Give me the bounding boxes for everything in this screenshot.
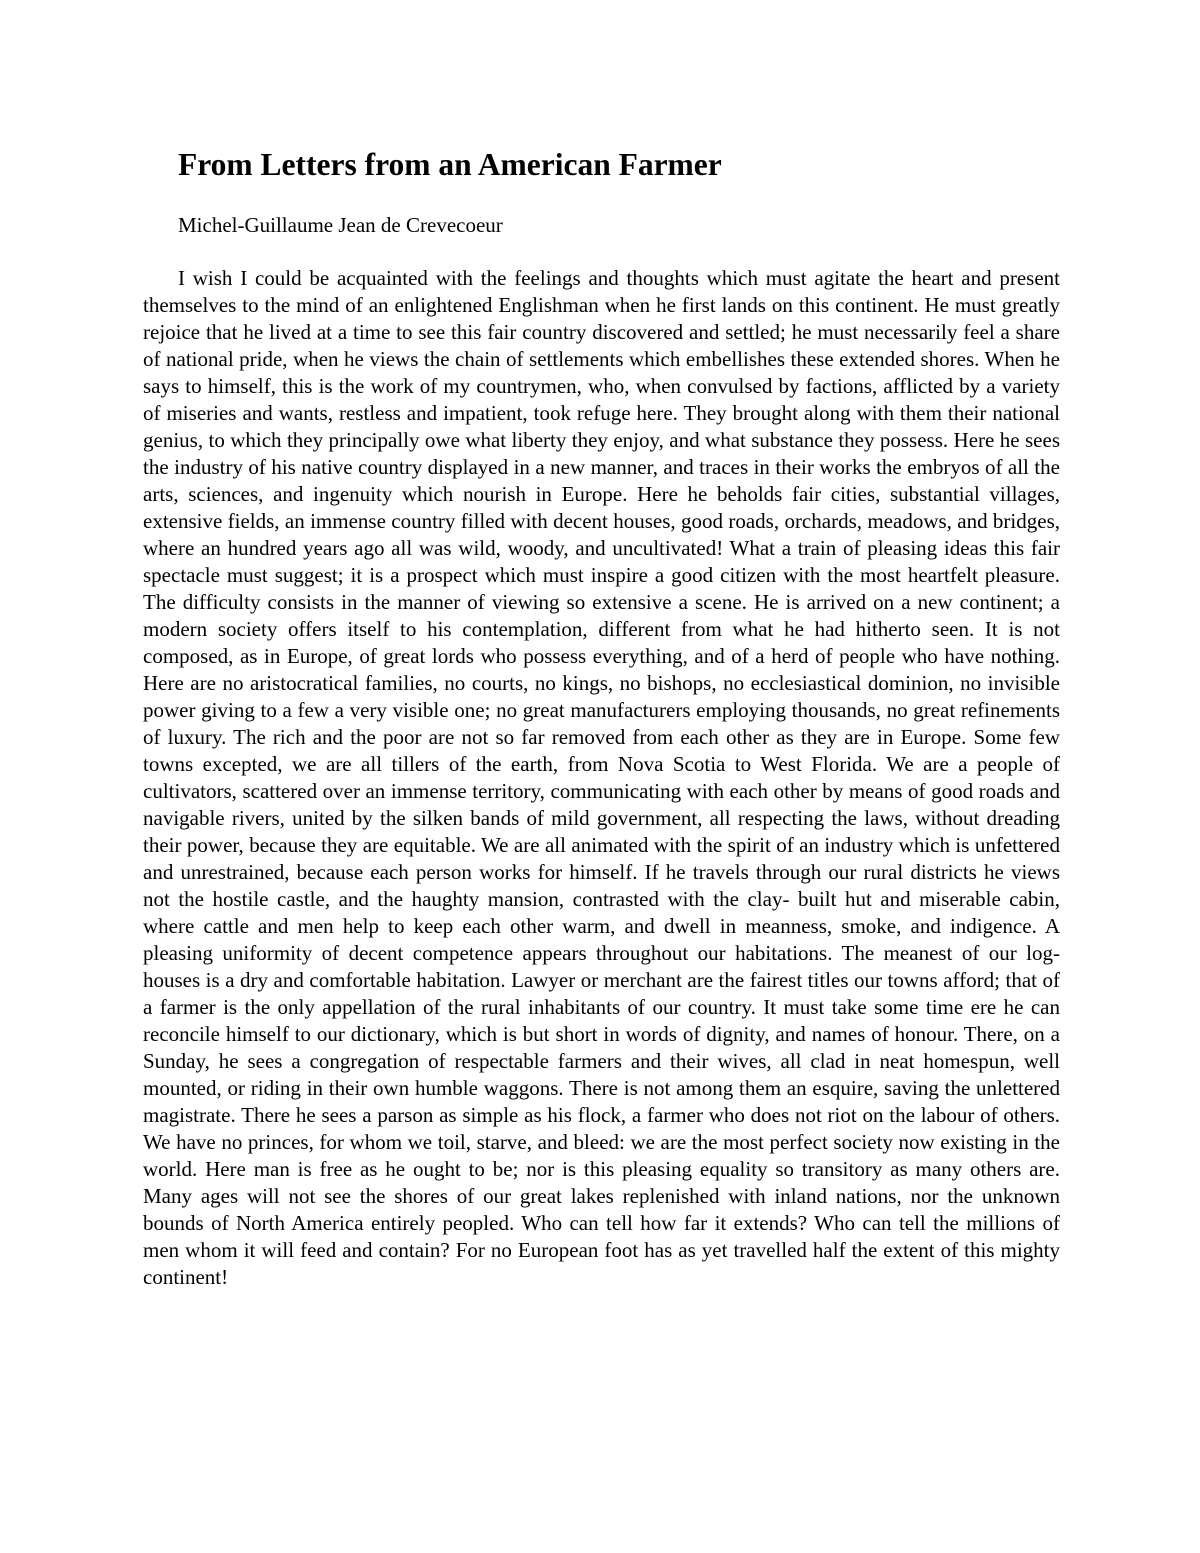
document-title: From Letters from an American Farmer bbox=[178, 147, 722, 182]
body-paragraph: I wish I could be acquainted with the feelings and thoughts which must agitate the heart and present themselves to the mind of an enlightened Englishman when he first lands on this continent. He must greatly rejoice that he lived at a time to see this fair country discovered and settled; he must necessarily feel a share of national pride, when he views the chain of settlements which embellishes these extended shores. When he says to himself, this is the work of my countrymen, who, when convulsed by factions, afflicted by a variety of miseries and wants, restless and impatient, took refuge here. They brought along with them their national genius, to which they principally owe what liberty they enjoy, and what substance they possess. Here he sees the industry of his native country displayed in a new manner, and traces in their works the embryos of all the arts, sciences, and ingenuity which nourish in Europe. Here he beholds fair cities, substantial villages, extensive fields, an immense country filled with decent houses, good roads, orchards, meadows, and bridges, where an hundred years ago all was wild, woody, and uncultivated! What a train of pleasing ideas this fair spectacle must suggest; it is a prospect which must inspire a good citizen with the most heartfelt pleasure. The difficulty consists in the manner of viewing so extensive a scene. He is arrived on a new continent; a modern society offers itself to his contemplation, different from what he had hitherto seen. It is not composed, as in Europe, of great lords who possess everything, and of a herd of people who have nothing. Here are no aristocratical families, no courts, no kings, no bishops, no ecclesiastical dominion, no invisible power giving to a few a very visible one; no great manufacturers employing thousands, no great refinements of luxury. The rich and the poor are not so far removed from each other as they are in Europe. Some few towns excepted, we are all tillers of the earth, from Nova Scotia to West Florida. We are a people of cultivators, scattered over an immense territory, communicating with each other by means of good roads and navigable rivers, united by the silken bands of mild government, all respecting the laws, without dreading their power, because they are equitable. We are all animated with the spirit of an industry which is unfettered and unrestrained, because each person works for himself. If he travels through our rural districts he views not the hostile castle, and the haughty mansion, contrasted with the clay- built hut and miserable cabin, where cattle and men help to keep each other warm, and dwell in meanness, smoke, and indigence. A pleasing uniformity of decent competence appears throughout our habitations. The meanest of our log-houses is a dry and comfortable habitation. Lawyer or merchant are the fairest titles our towns afford; that of a farmer is the only appellation of the rural inhabitants of our country. It must take some time ere he can reconcile himself to our dictionary, which is but short in words of dignity, and names of honour. There, on a Sunday, he sees a congregation of respectable farmers and their wives, all clad in neat homespun, well mounted, or riding in their own humble waggons. There is not among them an esquire, saving the unlettered magistrate. There he sees a parson as simple as his flock, a farmer who does not riot on the labour of others. We have no princes, for whom we toil, starve, and bleed: we are the most perfect society now existing in the world. Here man is free as he ought to be; nor is this pleasing equality so transitory as many others are. Many ages will not see the shores of our great lakes replenished with inland nations, nor the unknown bounds of North America entirely peopled. Who can tell how far it extends? Who can tell the millions of men whom it will feed and contain? For no European foot has as yet travelled half the extent of this mighty continent! bbox=[143, 266, 1060, 1289]
document-author: Michel-Guillaume Jean de Crevecoeur bbox=[178, 213, 503, 237]
